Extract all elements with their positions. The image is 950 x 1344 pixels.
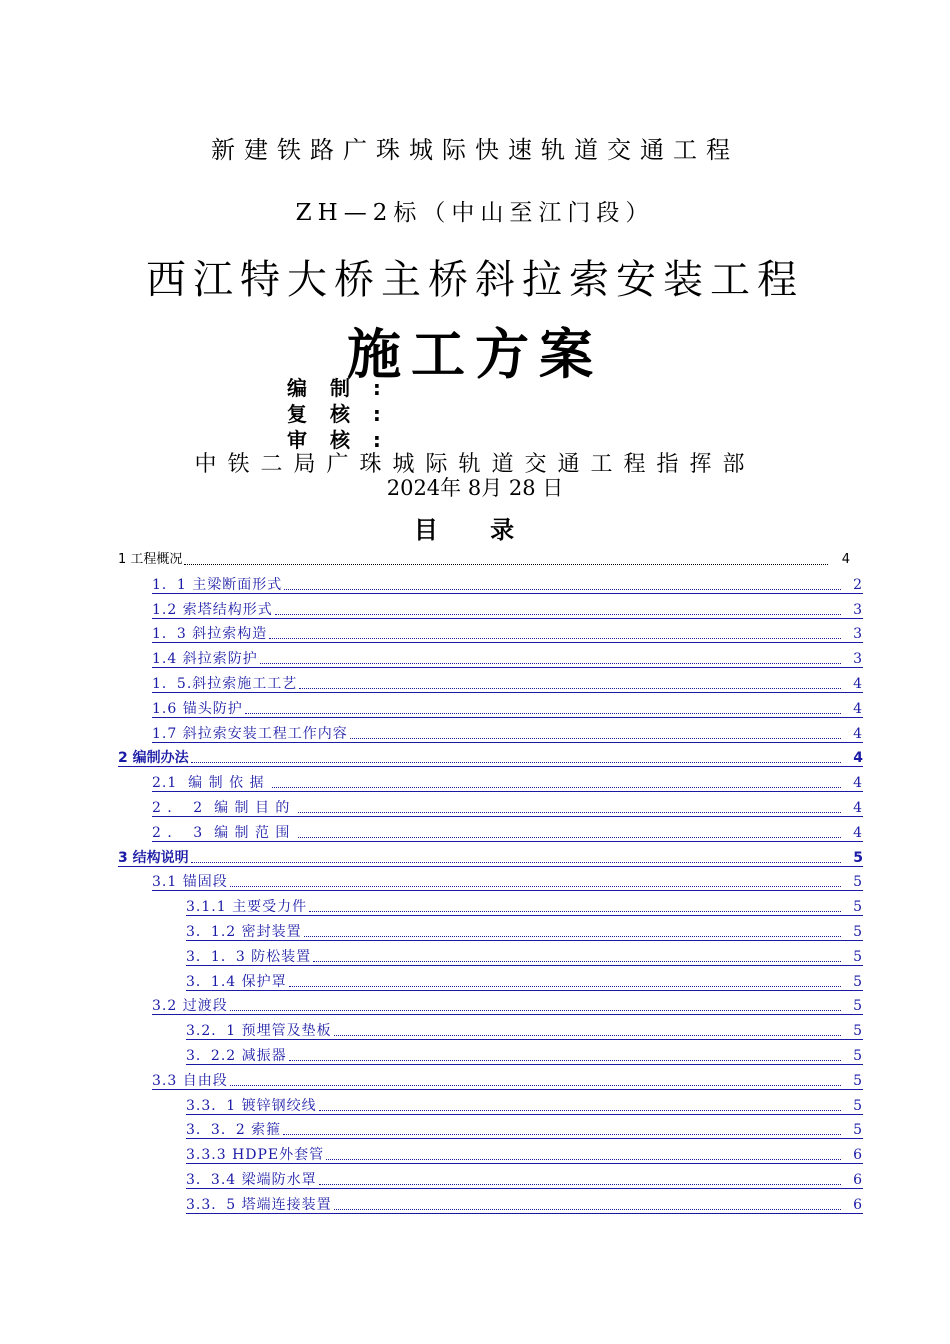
toc-entry-label: 3．3.4 梁端防水罩	[186, 1172, 317, 1188]
toc-entry[interactable]	[152, 672, 863, 693]
toc-entry-label: 3.2 过渡段	[152, 998, 228, 1015]
toc-dot-leader	[334, 1034, 841, 1036]
toc-entry-page: 4	[853, 824, 863, 841]
toc-entry-page: 5	[853, 1122, 863, 1139]
toc-entry-label: 3.2．1 预埋管及垫板	[186, 1023, 332, 1040]
toc-entry[interactable]	[152, 796, 863, 817]
toc-entry[interactable]	[118, 746, 863, 767]
toc-entry[interactable]	[152, 622, 863, 643]
toc-dot-leader	[230, 885, 841, 887]
toc-entry-page: 6	[853, 1196, 863, 1213]
compiled-by-label: 编 制 :	[287, 376, 389, 400]
toc-entry[interactable]	[152, 994, 863, 1015]
toc-entry-page: 4	[853, 800, 863, 816]
toc-entry[interactable]	[186, 1143, 863, 1164]
toc-entry-label: 3.1 锚固段	[152, 874, 228, 891]
toc-entry-label: 3.1.1 主要受力件	[186, 899, 308, 916]
toc-entry[interactable]	[152, 870, 863, 891]
document-type-heading: 施工方案	[347, 322, 603, 386]
toc-entry-page: 2	[853, 576, 863, 593]
toc-entry[interactable]	[118, 846, 863, 867]
toc-dot-leader	[289, 1059, 841, 1061]
toc-entry-page: 6	[853, 1147, 863, 1164]
toc-dot-leader	[191, 861, 841, 863]
toc-entry-label: 3.3.3 HDPE外套管	[186, 1147, 325, 1164]
toc-entry[interactable]	[186, 945, 863, 966]
toc-entry-label: 1.7 斜拉索安装工程工作内容	[152, 725, 348, 742]
toc-entry-page: 5	[853, 998, 863, 1015]
toc-entry-label: 3．1．3 防松装置	[186, 948, 312, 965]
toc-entry-page: 5	[853, 1023, 863, 1040]
toc-entry-page: 5	[853, 1097, 863, 1114]
toc-entry-page: 6	[853, 1172, 863, 1188]
toc-entry-page: 4	[853, 775, 863, 792]
toc-entry-label: 3.3 自由段	[152, 1072, 228, 1089]
toc-entry-label: 2 编制办法	[118, 750, 189, 767]
document-title: 西江特大桥主桥斜拉索安装工程	[146, 257, 804, 303]
toc-dot-leader	[326, 1158, 841, 1160]
toc-dot-leader	[191, 761, 841, 763]
toc-dot-leader	[245, 712, 841, 714]
toc-entry-page: 5	[853, 1048, 863, 1064]
toc-dot-leader	[309, 910, 841, 912]
toc-entry-label: 1．3 斜拉索构造	[152, 626, 268, 643]
toc-dot-leader	[319, 1109, 841, 1111]
toc-entry-page: 5	[853, 924, 863, 940]
toc-entry[interactable]	[152, 647, 863, 668]
toc-entry-label: 2.1 编 制 依 据	[152, 775, 270, 792]
toc-entry-page: 5	[853, 973, 863, 990]
toc-dot-leader	[283, 1133, 841, 1135]
toc-entry-label: 3．1.2 密封装置	[186, 924, 302, 940]
project-title: 新建铁路广珠城际快速轨道交通工程	[211, 136, 739, 164]
toc-entry-page: 5	[853, 1072, 863, 1089]
document-date: 2024年 8月 28 日	[386, 476, 564, 500]
toc-dot-leader	[230, 1009, 841, 1011]
toc-dot-leader	[299, 687, 841, 689]
toc-entry-page: 3	[853, 601, 863, 618]
toc-entry[interactable]	[152, 1069, 863, 1090]
toc-entry-label: 3．2.2 减振器	[186, 1048, 287, 1064]
toc-entry[interactable]	[152, 821, 863, 842]
toc-entry[interactable]	[186, 895, 863, 916]
toc-dot-leader	[289, 985, 841, 987]
toc-entry-label: 2 ． 3 编 制 范 围	[152, 824, 296, 841]
toc-entry[interactable]	[186, 970, 863, 991]
toc-entry[interactable]	[186, 920, 863, 941]
toc-dot-leader	[334, 1208, 841, 1210]
toc-entry-label: 3.3．1 镀锌钢绞线	[186, 1097, 317, 1114]
toc-dot-leader	[298, 836, 841, 838]
organization-name: 中铁二局广珠城际轨道交通工程指挥部	[194, 452, 756, 477]
toc-entry-label: 3．1.4 保护罩	[186, 973, 287, 990]
toc-entry[interactable]	[152, 771, 863, 792]
toc-dot-leader	[313, 960, 841, 962]
toc-entry-page: 4	[853, 725, 863, 742]
toc-dot-leader	[304, 935, 841, 937]
toc-entry-label: 1.4 斜拉索防护	[152, 651, 258, 668]
toc-entry-page: 4	[853, 750, 863, 767]
toc-entry-page: 3	[853, 651, 863, 668]
toc-dot-leader	[350, 737, 841, 739]
toc-entry-page: 4	[853, 676, 863, 692]
toc-dot-leader	[260, 662, 841, 664]
toc-entry-label: 1.6 锚头防护	[152, 700, 243, 717]
toc-entry-page: 4	[853, 700, 863, 717]
toc-dot-leader	[319, 1183, 841, 1185]
toc-entry-page: 5	[853, 948, 863, 965]
toc-entry[interactable]	[186, 1044, 863, 1065]
toc-entry-page: 4	[841, 552, 850, 567]
toc-entry-label: 1．5.斜拉索施工工艺	[152, 676, 298, 692]
toc-entry[interactable]	[152, 573, 863, 594]
toc-entry[interactable]	[186, 1168, 863, 1189]
toc-entry[interactable]	[186, 1193, 863, 1214]
toc-dot-leader	[269, 637, 841, 639]
toc-entry-page: 5	[853, 899, 863, 916]
toc-entry[interactable]	[152, 598, 863, 619]
toc-dot-leader	[298, 811, 841, 813]
toc-entry	[118, 548, 850, 568]
toc-entry[interactable]	[186, 1019, 863, 1040]
toc-dot-leader	[272, 786, 841, 788]
approved-by-label: 审 核 :	[287, 428, 389, 452]
toc-entry-label: 2 ． 2 编 制 目 的	[152, 800, 296, 816]
toc-entry-label: 3 结构说明	[118, 849, 189, 866]
toc-dot-leader	[230, 1084, 841, 1086]
toc-entry[interactable]	[186, 1118, 863, 1139]
toc-entry-label: 3.3．5 塔端连接装置	[186, 1196, 332, 1213]
toc-entry[interactable]	[186, 1094, 863, 1115]
toc-title: 目 录	[413, 516, 537, 544]
toc-entry-label: 1．1 主梁断面形式	[152, 576, 283, 593]
toc-entry-page: 5	[853, 849, 863, 866]
toc-entry-label: 1 工程概况	[118, 552, 183, 567]
toc-entry-page: 5	[853, 874, 863, 891]
toc-dot-leader	[275, 613, 841, 615]
toc-entry[interactable]	[152, 722, 863, 743]
toc-entry[interactable]	[152, 697, 863, 718]
toc-entry-page: 3	[853, 626, 863, 643]
toc-dot-leader	[184, 563, 828, 565]
reviewed-by-label: 复 核 :	[287, 402, 389, 426]
toc-dot-leader	[284, 588, 841, 590]
toc-entry-label: 1.2 索塔结构形式	[152, 601, 273, 618]
section-subtitle: ZH—2标（中山至江门段）	[295, 200, 655, 226]
toc-entry-label: 3．3．2 索箍	[186, 1122, 282, 1139]
